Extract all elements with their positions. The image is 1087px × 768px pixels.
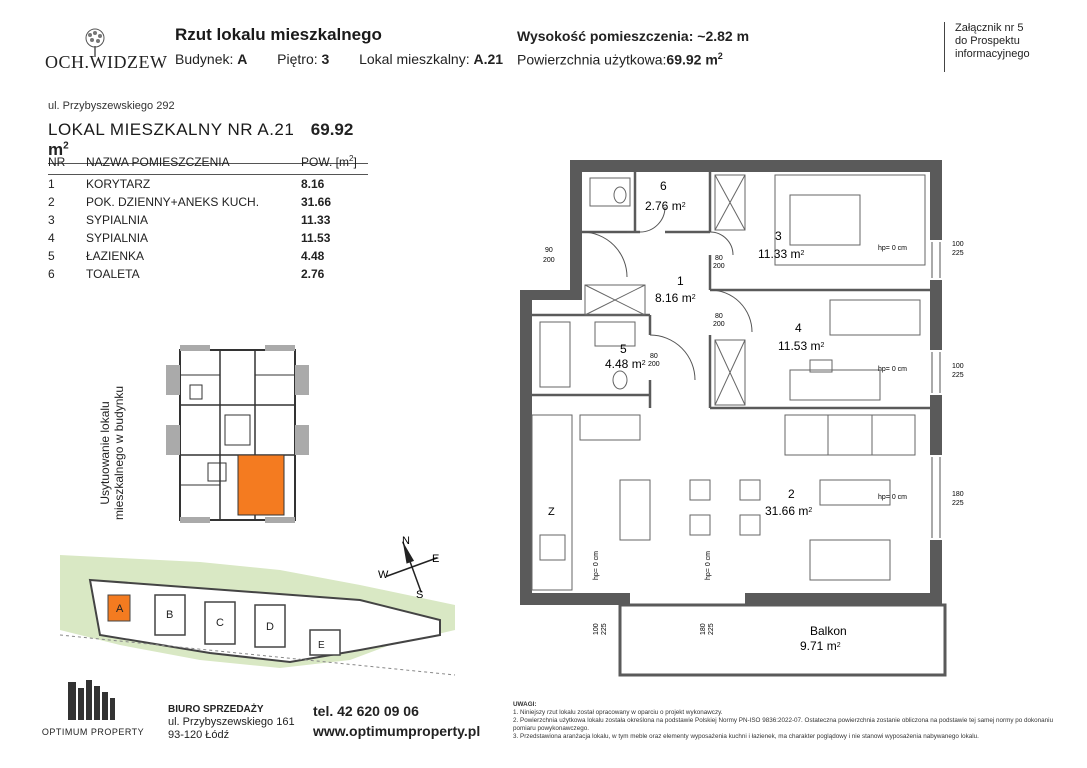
compass-rose [372, 532, 452, 602]
location-label-line1: Usytuowanie lokalu [98, 401, 112, 505]
unit-area-sup: 2 [63, 140, 69, 152]
site-label-c: C [216, 617, 224, 629]
table-row [48, 211, 368, 229]
window-top-2a: 100 [952, 363, 964, 370]
developer-logo [45, 28, 168, 74]
table-row [48, 175, 368, 194]
optimum-brand: OPTIMUM PROPERTY [41, 727, 145, 737]
plan-room-1-area: 8.16 $m^2$ [655, 291, 696, 305]
table-row [48, 193, 368, 211]
plan-room-1-nr: 1 [677, 274, 684, 288]
window-right-a: 180 [952, 491, 964, 498]
room-num: 5 [48, 249, 55, 263]
hp-bottom-2: hp= 0 cm [705, 551, 712, 580]
room-name: KORYTARZ [86, 177, 151, 191]
logo-text: OCH.WIDZEW [45, 52, 168, 72]
address: ul. Przybyszewskiego 292 [48, 100, 175, 112]
bottom-size-1b: 225 [601, 623, 608, 635]
room-area: 31.66 [301, 195, 332, 209]
height-label: Wysokość pomieszczenia: [517, 28, 694, 44]
room-num: 1 [48, 177, 55, 191]
window-right-b: 225 [952, 500, 964, 507]
sales-office [168, 703, 295, 742]
note-1: 1. Niniejszy rzut lokalu został opracowany w oparciu o projekt wykonawczy. [513, 709, 723, 716]
sales-phone[interactable]: tel. 42 620 09 06 [313, 703, 419, 719]
hp-bottom-1: hp= 0 cm [593, 551, 600, 580]
balcony-area: 9.71 $m^2$ [800, 639, 841, 653]
sales-street: ul. Przybyszewskiego 161 [168, 716, 295, 728]
kitchen-mark: Z [548, 506, 555, 518]
plan-room-2-area: 31.66 $m^2$ [765, 504, 813, 518]
attachment-box [944, 22, 1030, 72]
rooms-table-header [48, 152, 368, 175]
table-row [48, 247, 368, 265]
window-top-1b: 225 [952, 250, 964, 257]
room-name: SYPIALNIA [86, 231, 149, 245]
col-area-sup: 2 [349, 154, 354, 163]
optimum-logo [38, 680, 148, 740]
col-area-label: POW. [m [301, 155, 349, 169]
unit-label: Lokal mieszkalny: [359, 51, 470, 67]
usable-area-value: 69.92 m [666, 51, 718, 68]
compass-s: S [416, 589, 424, 601]
site-label-e: E [318, 640, 325, 651]
attachment-line1: Załącznik nr 5 [955, 22, 1024, 34]
optimum-building-icon [38, 680, 148, 722]
door-size-80c: 80 [650, 353, 658, 360]
room-num: 2 [48, 195, 55, 209]
location-label-line2: mieszkalnego w budynku [112, 385, 126, 520]
table-row [48, 229, 368, 247]
room-name: ŁAZIENKA [86, 249, 145, 263]
building-label: Budynek: [175, 51, 234, 67]
door-size-200b: 200 [713, 263, 725, 270]
height-line [517, 28, 749, 44]
building-location-plan [160, 345, 310, 525]
location-label [98, 386, 126, 520]
highlighted-unit [238, 455, 284, 515]
site-label-a: A [116, 603, 124, 615]
room-area: 4.48 [301, 249, 325, 263]
attachment-line3: informacyjnego [955, 48, 1030, 60]
bottom-size-2b: 225 [708, 623, 715, 635]
site-label-d: D [266, 621, 274, 633]
col-name: NAZWA POMIESZCZENIA [86, 152, 301, 175]
unit-value: A.21 [473, 51, 504, 67]
building-value: A [237, 51, 248, 67]
plan-room-3-nr: 3 [775, 229, 782, 243]
door-size-80b: 80 [715, 313, 723, 320]
floor-value: 3 [321, 51, 330, 67]
plan-room-5-area: 4.48 $m^2$ [605, 357, 646, 371]
room-name: TOALETA [86, 267, 140, 281]
height-value: ~2.82 m [697, 28, 750, 44]
floor-label: Piętro: [277, 51, 318, 67]
room-name: SYPIALNIA [86, 213, 149, 227]
room-name: POK. DZIENNY+ANEKS KUCH. [86, 195, 260, 209]
room-area: 11.33 [301, 213, 331, 227]
door-size-80a: 80 [715, 255, 723, 262]
plan-room-4-area: 11.53 $m^2$ [778, 339, 825, 353]
compass-w: W [378, 569, 389, 581]
window-top-2b: 225 [952, 372, 964, 379]
bottom-size-2a: 180 [700, 623, 707, 635]
plan-room-3-area: 11.33 $m^2$ [758, 247, 805, 261]
rooms-table [48, 152, 368, 283]
hp-label-1: hp= 0 cm [878, 245, 907, 252]
sales-city: 93-120 Łódź [168, 729, 230, 741]
unit-title: LOKAL MIESZKALNY NR A.21 [48, 120, 295, 139]
usable-area-line [517, 51, 723, 68]
page-title: Rzut lokalu mieszkalnego [175, 25, 382, 44]
col-nr: NR [48, 152, 86, 175]
notes [513, 701, 1073, 741]
floor-plan [510, 150, 964, 680]
compass-e: E [432, 553, 440, 565]
plan-room-4-nr: 4 [795, 321, 802, 335]
sales-website-link[interactable]: www.optimumproperty.pl [313, 723, 481, 739]
note-3: 3. Przedstawiona aranżacja lokalu, w tym meble oraz elementy wyposażenia kuchni i łazienek, ma charakter poglądowy i nie stanowi wyposażenia nabywanego lokalu. [513, 733, 979, 740]
room-area: 2.76 [301, 267, 325, 281]
col-area [301, 152, 368, 175]
header-info-line [175, 51, 503, 67]
room-num: 6 [48, 267, 55, 281]
door-size-200c: 200 [713, 321, 725, 328]
sales-title: BIURO SPRZEDAŻY [168, 704, 264, 715]
plan-room-5-nr: 5 [620, 342, 627, 356]
balcony-label: Balkon [810, 624, 847, 638]
plan-room-6-area: 2.76 $m^2$ [645, 199, 686, 213]
plan-room-6-nr: 6 [660, 179, 667, 193]
room-area: 11.53 [301, 231, 331, 245]
door-size-90: 90 [545, 247, 553, 254]
col-area-end: ] [353, 155, 357, 169]
compass-n: N [402, 535, 410, 547]
door-size-200a: 200 [543, 257, 555, 264]
site-label-b: B [166, 609, 174, 621]
note-2: 2. Powierzchnia użytkowa lokalu została określona na podstawie Polskiej Normy PN-ISO 9836:2022-07. Ostateczna powierzchnia zostanie obliczona na podstawie tej samej normy po dokonaniu pomiaru powykonawczego. [513, 717, 1054, 732]
attachment-line2: do Prospektu [955, 35, 1020, 47]
room-area: 8.16 [301, 177, 325, 191]
hp-label-3: hp= 0 cm [878, 494, 907, 501]
notes-title: UWAGI: [513, 701, 537, 708]
door-size-200d: 200 [648, 361, 660, 368]
unit-area: 69.92 m [48, 120, 354, 159]
usable-area-sup: 2 [717, 51, 723, 61]
plan-room-2-nr: 2 [788, 487, 795, 501]
room-num: 4 [48, 231, 55, 245]
bottom-size-1a: 100 [593, 623, 600, 635]
window-top-1a: 100 [952, 241, 964, 248]
hp-label-2: hp= 0 cm [878, 366, 907, 373]
usable-area-label: Powierzchnia użytkowa: [517, 51, 667, 68]
room-num: 3 [48, 213, 55, 227]
table-row [48, 265, 368, 283]
